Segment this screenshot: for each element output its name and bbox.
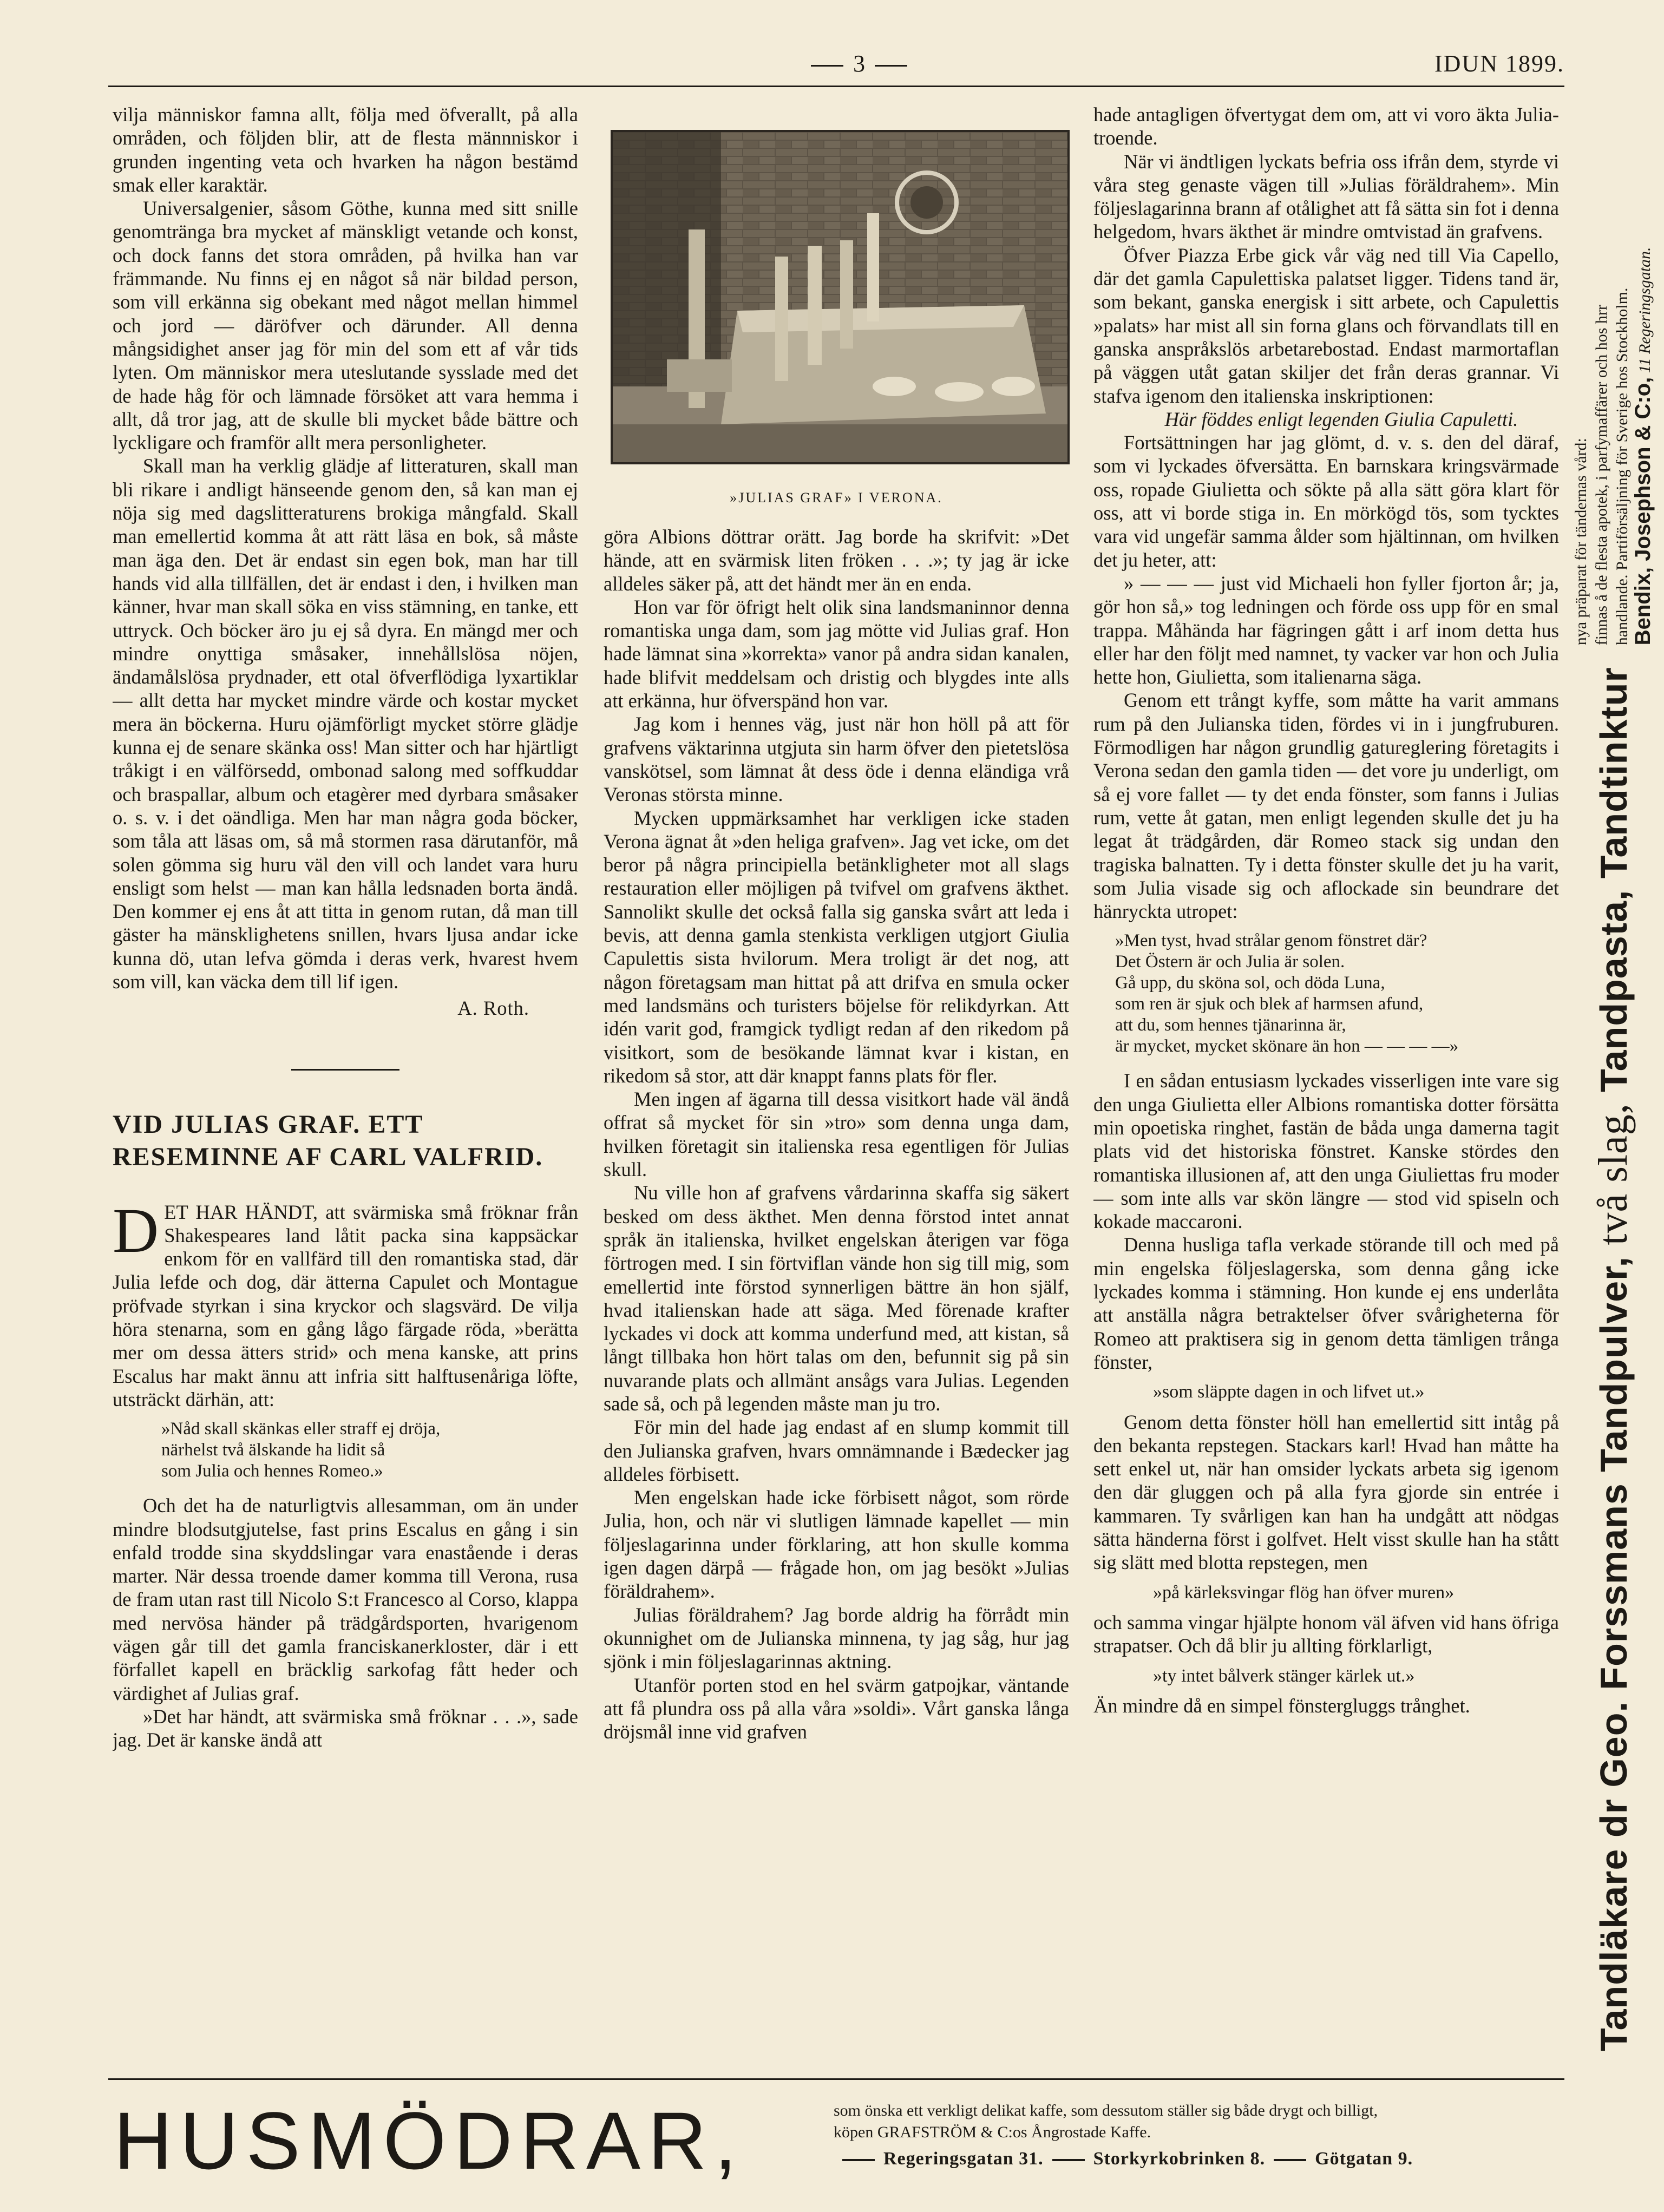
verse-line: »Men tyst, hvad strålar genom fönstret där? (1115, 931, 1427, 951)
paragraph: » — — — just vid Michaeli hon fyller fjorton år; ja, gör hon så,» tog ledningen och förde oss upp för en smal trappa. Måhända har fägringen gått i arf inom detta hus eller har den följt med namnet, ty vacker var hon och Julia hette hon, Giulietta, som italienarna säga. (1093, 572, 1559, 688)
author-signature: A. Roth. (457, 997, 529, 1020)
paragraph: Universalgenier, såsom Göthe, kunna med sitt snille genomtränga bra mycket af mänskligt vetande och konst, och dock fanns det stora områden, på hvilka han var främmande. Nu finns ej en något så när bildad person, som vill erkänna sig obekant med något mellan himmel och jord — däröfver och därunder. All denna mångsidighet anser jag för min del som ett af vår tids lyten. Om människor mera uteslutande sysslade med det de hade håg för och lämnade försöket att vara hemma i allt, då tror jag, att de skulle bli mycket både bättre och lyckligare och framför allt mera personligheter. (113, 197, 578, 454)
verse-quote (161, 1419, 578, 1482)
story-paragraph: Och det ha de naturligtvis allesamman, om än under mindre blodsutgjutelse, fast prins Escalus en gång i sin enfald trodde sina skyddslingar vara enastående i deras marter. När dessa troende damer komma till Verona, rusa de fram utan rast till Nicolo S:t Francesco al Corso, klappa med nervösa händer på trädgårdsporten, hvarigenom vägen går till det gamla franciskanerkloster, där i ett förfallet kapell en bräcklig sarkofag fått heder och värdighet af Julias graf. (113, 1494, 578, 1704)
paragraph: Genom ett trångt kyffe, som måtte ha varit ammans rum på den Julianska tiden, fördes vi in i jungfruburen. Förmodligen har någon grundlig gatureglering företagits i Verona sedan den gamla tiden — det vore ju underligt, om så ej vore fallet — ty det enda fönster, som fanns i Julias rum, vette åt gatan, men enligt legenden skulle det ju ha legat åt trädgården, där Romeo stack sig undan den tragiska balnatten. Ty i detta fönster skulle det ju ha varit, som Julia visade sig och aflockade sin beundrare det hänryckta utropet: (1093, 689, 1559, 923)
paragraph: Skall man ha verklig glädje af litteraturen, skall man bli rikare i andligt hänseende genom den, så kan man ej nöja sig med dagslitteraturens brokiga mångfald. Skall man emellertid komma åt att rätt läsa en bok, så måste man äga den. Det är endast sin egen bok, man har till hands vid alla tillfällen, det är endast i den, i hvilken man känner, hvar man skall söka en viss stämning, en tanke, ett uttryck. Och böcker äro ju ej så dyra. En mängd mer och mindre onyttiga småsaker, innehållslösa nöjen, ändamålslösa prydnader, ett otal öfverflödiga lyxartiklar — allt detta har mycket mindre värde och kostar mycket mera än böckerna. Huru ojämförligt mycket större glädje kunna ej de senare skänka oss! Man sitter och har hjärtligt tråkigt i en välförsedd, ombonad salong med soffkuddar och braspallar, album och etagèrer med dyrbara småsaker o. s. v. i det oändliga. Men har man några goda böcker, som tåla att läsas om, så må stormen rasa därutanför, må solen gömma sig huru väl den vill och landet vara huru ensligt som helst — man kan hålla ledsnaden borta ändå. Den kommer ej ens åt att titta in genom rutan, då man till gäster ha mänsklighetens snillen, hvars ljusa andar icke kunna dö, utan lefva gömda i deras verk, hvarest hvem som vill, kan väcka dem till lif igen. (113, 455, 578, 993)
photo-julias-grave (611, 130, 1070, 464)
drop-cap: D (113, 1194, 159, 1266)
paragraph: Men ingen af ägarna till dessa visitkort hade väl ändå offrat så mycket för sin »tro» som denna unga dam, hvilken företagit sin italienska resa egentligen för Julias skull. (604, 1088, 1069, 1181)
paragraph: och samma vingar hjälpte honom väl äfven vid hans öfriga strapatser. Och då blir ju allting förklarligt, (1093, 1611, 1559, 1657)
photo-illustration (613, 132, 1067, 462)
paragraph: Öfver Piazza Erbe gick vår väg ned till Via Capello, där det gamla Capulettiska palatset ligger. Tidens tand är, som bekant, ganska energisk i sitt arbete, och Capulettis »palats» har mist all sin forna glans och förvandlats till en ganska anspråkslös arbetarebostad. Endast marmortaflan på väggen utåt gatan skiljer det från deras grannar. Vi stafva igenom den italienska inskriptionen: (1093, 244, 1559, 407)
ad-text: som önska ett verkligt delikat kaffe, som dessutom ställer sig både drygt och billigt, köpen GRAFSTRÖM & C:os Ångrostade Kaffe. (834, 2102, 1378, 2141)
sidebar-ad-details: nya präparat för tändernas vård: finnas å de flesta apotek, i parfymaffärer och hos hrr handlande. Partiförsäljning för Sverige hos Stockholm. Bendix, Josephson & C:o, 11 Regeringsgatan. (1572, 247, 1655, 646)
column-1 (113, 103, 578, 2062)
bottom-rule (108, 2078, 1564, 2080)
paragraph: Genom detta fönster höll han emellertid sitt intåg på den bekanta repstegen. Stackars karl! Hvad han måtte ha sett enkel ut, när han omsider lyckats arbeta sig igenom den där gluggen och på alla fyra gjorde sin entrée i kammaren. Ty svårligen kan han ha undgått att nödgas sätta händerna först i golfvet. Helt visst skulle han ha stått sig slätt med blotta repstegen, men (1093, 1410, 1559, 1574)
bottom-advertisement (114, 2095, 1564, 2192)
story-paragraph: »Det har händt, att svärmiska små fröknar . . .», sade jag. Det är kanske ändå att (113, 1705, 578, 1751)
verse-line: att du, som hennes tjänarinna är, (1115, 1015, 1346, 1035)
photo-caption: »JULIAS GRAF» I VERONA. (730, 490, 943, 506)
verse-line: Gå upp, du sköna sol, och döda Luna, (1115, 973, 1385, 993)
verse-line: som ren är sjuk och blek af harmsen afund, (1115, 994, 1424, 1014)
page-header (108, 50, 1564, 88)
column-2 (604, 525, 1069, 2062)
paragraph: För min del hade jag endast af en slump kommit till den Julianska grafven, hvars omnämnande i Bædecker jag alldeles förbisett. (604, 1416, 1069, 1485)
sidebar-ad-headline: Tandläkare dr Geo. Forssmans Tandpulver, två slag, Tandpasta, Tandtinktur (1590, 667, 1636, 2051)
ad-headline: HUSMÖDRAR, (114, 2095, 745, 2186)
story-paragraph: DET HAR HÄNDT, att svärmiska små fröknar från Shakespeares land låtit packa sina kappsäckar enkom för en vallfärd till den romantiska stad, där Julia lefde och dog, där ätterna Capulet och Montague pröfvade styrkan i sina kryckor och slagsvärd. De vilja höra stenarna, som en gång lågo färgade röda, »berätta mer om dessa ätters strid» och mena kanske, att prins Escalus har makt ännu att infria sitt halftusenåriga löfte, utsträckt därhän, att: (113, 1194, 578, 1410)
header-rule (108, 86, 1564, 87)
paragraph: Utanför porten stod en hel svärm gatpojkar, väntande att få plundra oss på alla våra »soldi». Vårt ganska långa dröjsmål inne vid grafven (604, 1673, 1069, 1743)
paragraph: Än mindre då en simpel fönstergluggs trånghet. (1093, 1694, 1470, 1717)
paragraph: I en sådan entusiasm lyckades visserligen inte vare sig den unga Giulietta eller Albions romantiska dotter försätta min opoetiska ringhet, fastän de båda unga damerna tagit plats vid det historiska fönstret. Kanske stördes den romantiska illusionen af, att den unga Giuliettas fru moder — som inte alls var skön längre — stod vid spiseln och kokade maccaroni. (1093, 1069, 1559, 1233)
paragraph: vilja människor famna allt, följa med öfverallt, på alla områden, och följden blir, att de flesta männniskor i grunden ingenting veta och hvarken ha någon bestämd smak eller karaktär. (113, 103, 578, 196)
verse-line: närhelst två älskande ha lidit så (161, 1440, 385, 1460)
paragraph: Nu ville hon af grafvens vårdarinna skaffa sig säkert besked om dess äkthet. Men denna förstod intet annat språk än italienska, hvilket engelskan återigen var föga förtrogen med. I sin förtviflan vände hon sig till mig, som emellertid inte förstod synnerligen bättre än hon själf, hvad italienskan hade att säga. Med förenade krafter lyckades vi dock att komma underfund med, att kistan, så långt tillbaka hon hört talas om den, befunnit sig på sin nuvarande plats och allmänt ansågs vara Julias. Legenden sade så, och på legenden måste man ju tro. (604, 1182, 1069, 1415)
paragraph: göra Albions döttrar orätt. Jag borde ha skrifvit: »Det hände, att en svärmisk liten fröken . . .»; ty jag är icke alldeles säker på, att det händt mer än en enda. (604, 526, 1069, 595)
inline-quote: »ty intet bålverk stänger kärlek ut.» (1153, 1665, 1415, 1686)
paragraph: Julias föräldrahem? Jag borde aldrig ha förrådt min okunnighet om de Julianska minnena, ty jag såg, hur jag sjönk i min följeslagarinnas aktning. (604, 1603, 1069, 1673)
paragraph: Men engelskan hade icke förbisett något, som rörde Julia, hon, och när vi slutligen lämnade kapellet — min följeslagarinna under förklaring, att hon skulle komma igen dagen därpå — frågade hon, om jag besökt »Julias föräldrahem». (604, 1486, 1069, 1603)
verse-line: är mycket, mycket skönare än hon — — — —» (1115, 1036, 1459, 1056)
paragraph: När vi ändtligen lyckats befria oss ifrån dem, styrde vi våra steg genaste vägen till »Julias föräldrahem». Min följeslagarinna brann af otålighet att få sätta sin fot i denna helgedom, hvars äkthet är mindre omtvistad än grafvens. (1093, 150, 1559, 243)
inscription: Här föddes enligt legenden Giulia Capuletti. (1164, 408, 1518, 430)
sidebar-advertisement (1570, 97, 1656, 2073)
column-3 (1093, 103, 1559, 2062)
inline-quote: »som släppte dagen in och lifvet ut.» (1153, 1382, 1425, 1402)
journal-title: IDUN 1899. (1434, 50, 1564, 77)
verse-line: som Julia och hennes Romeo.» (161, 1461, 383, 1481)
verse-line: Det Östern är och Julia är solen. (1115, 952, 1345, 972)
paragraph: Hon var för öfrigt helt olik sina landsmaninnor denna romantiska unga dam, som jag mötte vid Julias graf. Hon hade lämnat sina »korrekta» vanor på andra sidan kanalen, hade blifvit meddelsam och dristig och blygdes inte alls att erkänna, hur öfverspänd hon var. (604, 595, 1069, 712)
sidebar-ad-rotated (1570, 97, 1656, 2073)
paragraph: Mycken uppmärksamhet har verkligen icke staden Verona ägnat åt »den heliga grafven». Jag vet icke, om det beror på några principiella betänkligheter mot all slags restauration eller möjligen på tvifvel om grafvens äkthet. Sannolikt skulle det också falla sig ganska svårt att leda i bevis, att denna gamla stenkista verkligen utgjort Giulia Capulettis sista hvilorum. Mera troligt är det nog, att någon företagsam man hittat på att drifva en smula ocker med landsmäns och turisters böjelse för relikdyrkan. Att idén varit god, framgick tydligt redan af den rikedom på visitkort, som de besökande lämnat kvar i kistan, en rikedom så stor, att där knappt fanns plats för fler. (604, 806, 1069, 1087)
page-number: 3 (801, 50, 917, 77)
paragraph: Jag kom i hennes väg, just när hon höll på att för grafvens väktarinna utgjuta sin harm öfver den pietetslösa vanskötsel, som lämnat åt dess öde i denna eländiga vrå Veronas största minne. (604, 713, 1069, 806)
paragraph: Denna husliga tafla verkade störande till och med på min engelska följeslagerska, som denna gång icke lyckades komma i stämning. Hon kunde ej ens underlåta att anställa några betraktelser öfver svårigheterna för Romeo att praktisera sig in genom detta tämligen trånga fönster, (1093, 1233, 1559, 1373)
verse-line: »Nåd skall skänkas eller straff ej dröja, (161, 1419, 441, 1439)
paragraph: Fortsättningen har jag glömt, d. v. s. den del däraf, som vi lyckades öfversätta. En barnskara kringsvärmade oss, ropade Giulietta och sökte på alla sätt göra klart för oss, att vi borde stiga in. En mörkögd tös, som tycktes vara vid ungefär samma ålder som hjältinnan, om hvilken det ju heter, att: (1093, 431, 1559, 571)
inline-quote: »på kärleksvingar flög han öfver muren» (1153, 1582, 1455, 1603)
paragraph: hade antagligen öfvertygat dem om, att vi voro äkta Julia-troende. (1093, 103, 1559, 149)
section-divider (291, 1069, 399, 1071)
ad-addresses: Regeringsgatan 31. Storkyrkobrinken 8. Götgatan 9. (834, 2149, 1413, 2169)
section-title: VID JULIAS GRAF. ETT RESEMINNE AF CARL VALFRID. (113, 1110, 543, 1171)
verse-quote (1115, 930, 1559, 1057)
